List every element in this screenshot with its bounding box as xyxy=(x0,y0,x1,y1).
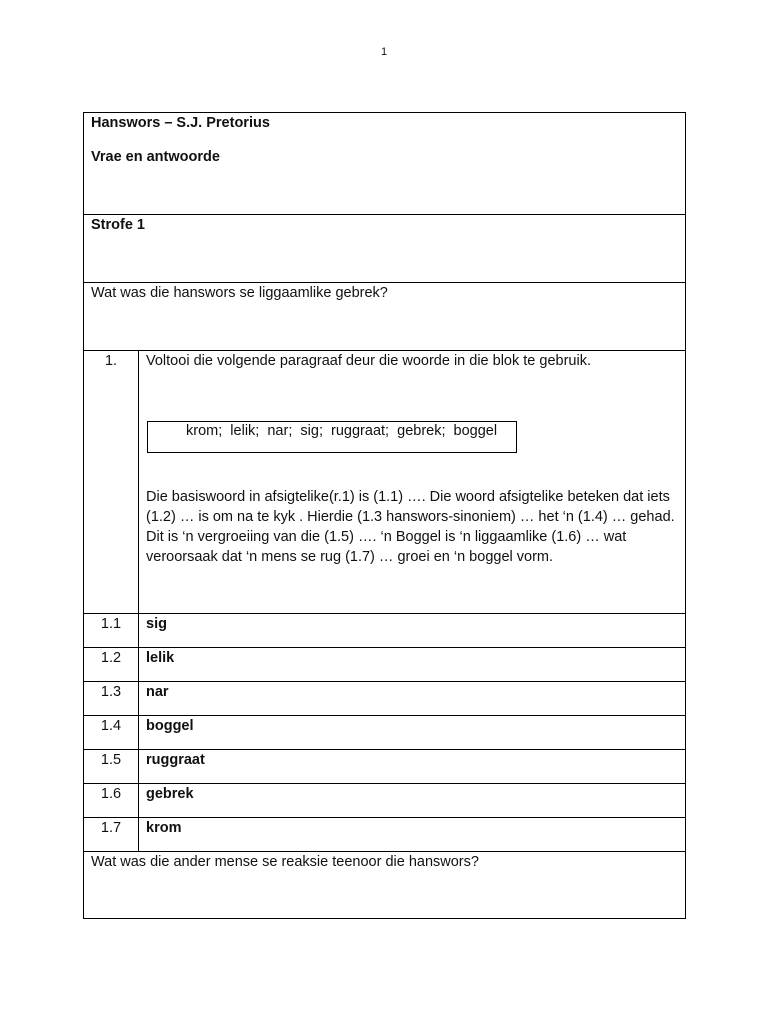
answer-text: krom xyxy=(139,818,686,852)
answer-number: 1.7 xyxy=(84,818,139,852)
table-row xyxy=(84,682,686,716)
page-number: 1 xyxy=(380,46,388,58)
answer-number: 1.4 xyxy=(84,716,139,750)
answer-number: 1.1 xyxy=(84,614,139,648)
answer-text: sig xyxy=(139,614,686,648)
answer-number: 1.5 xyxy=(84,750,139,784)
answer-number: 1.2 xyxy=(84,648,139,682)
question-next-row xyxy=(84,852,686,919)
table-row xyxy=(84,750,686,784)
question-intro: Wat was die hanswors se liggaamlike gebrek? xyxy=(84,283,686,351)
question-intro-row xyxy=(84,283,686,351)
question-1-row xyxy=(84,351,686,614)
answer-text: ruggraat xyxy=(139,750,686,784)
word-box: krom; lelik; nar; sig; ruggraat; gebrek; boggel xyxy=(147,421,517,453)
answer-text: nar xyxy=(139,682,686,716)
header-cell xyxy=(84,113,686,215)
section-row xyxy=(84,215,686,283)
header-row xyxy=(84,113,686,215)
answer-number: 1.3 xyxy=(84,682,139,716)
document-subtitle: Vrae en antwoorde xyxy=(91,149,220,165)
answer-text: gebrek xyxy=(139,784,686,818)
question-number: 1. xyxy=(84,351,139,614)
answer-number: 1.6 xyxy=(84,784,139,818)
question-next: Wat was die ander mense se reaksie teenoor die hanswors? xyxy=(84,852,686,919)
question-1-cell xyxy=(139,351,686,614)
document-title: Hanswors – S.J. Pretorius xyxy=(91,115,270,131)
answer-text: lelik xyxy=(139,648,686,682)
question-instruction: Voltooi die volgende paragraaf deur die woorde in die blok te gebruik. xyxy=(146,353,591,369)
cloze-paragraph: Die basiswoord in afsigtelike(r.1) is (1.1) …. Die woord afsigtelike beteken dat iets (1.2) … is om na te kyk . Hierdie (1.3 hanswors-sinoniem) … het ‘n (1.4) … gehad. Dit is ‘n vergroeiing van die (1.5) …. ‘n Boggel is ‘n liggaamlike (1.6) … wat veroorsaak dat ‘n mens se rug (1.7) … groei en ‘n boggel vorm. xyxy=(146,489,675,565)
table-row xyxy=(84,784,686,818)
worksheet-table xyxy=(83,112,686,919)
section-heading: Strofe 1 xyxy=(84,215,686,283)
table-row xyxy=(84,648,686,682)
answer-text: boggel xyxy=(139,716,686,750)
table-row xyxy=(84,818,686,852)
table-row xyxy=(84,716,686,750)
table-row xyxy=(84,614,686,648)
